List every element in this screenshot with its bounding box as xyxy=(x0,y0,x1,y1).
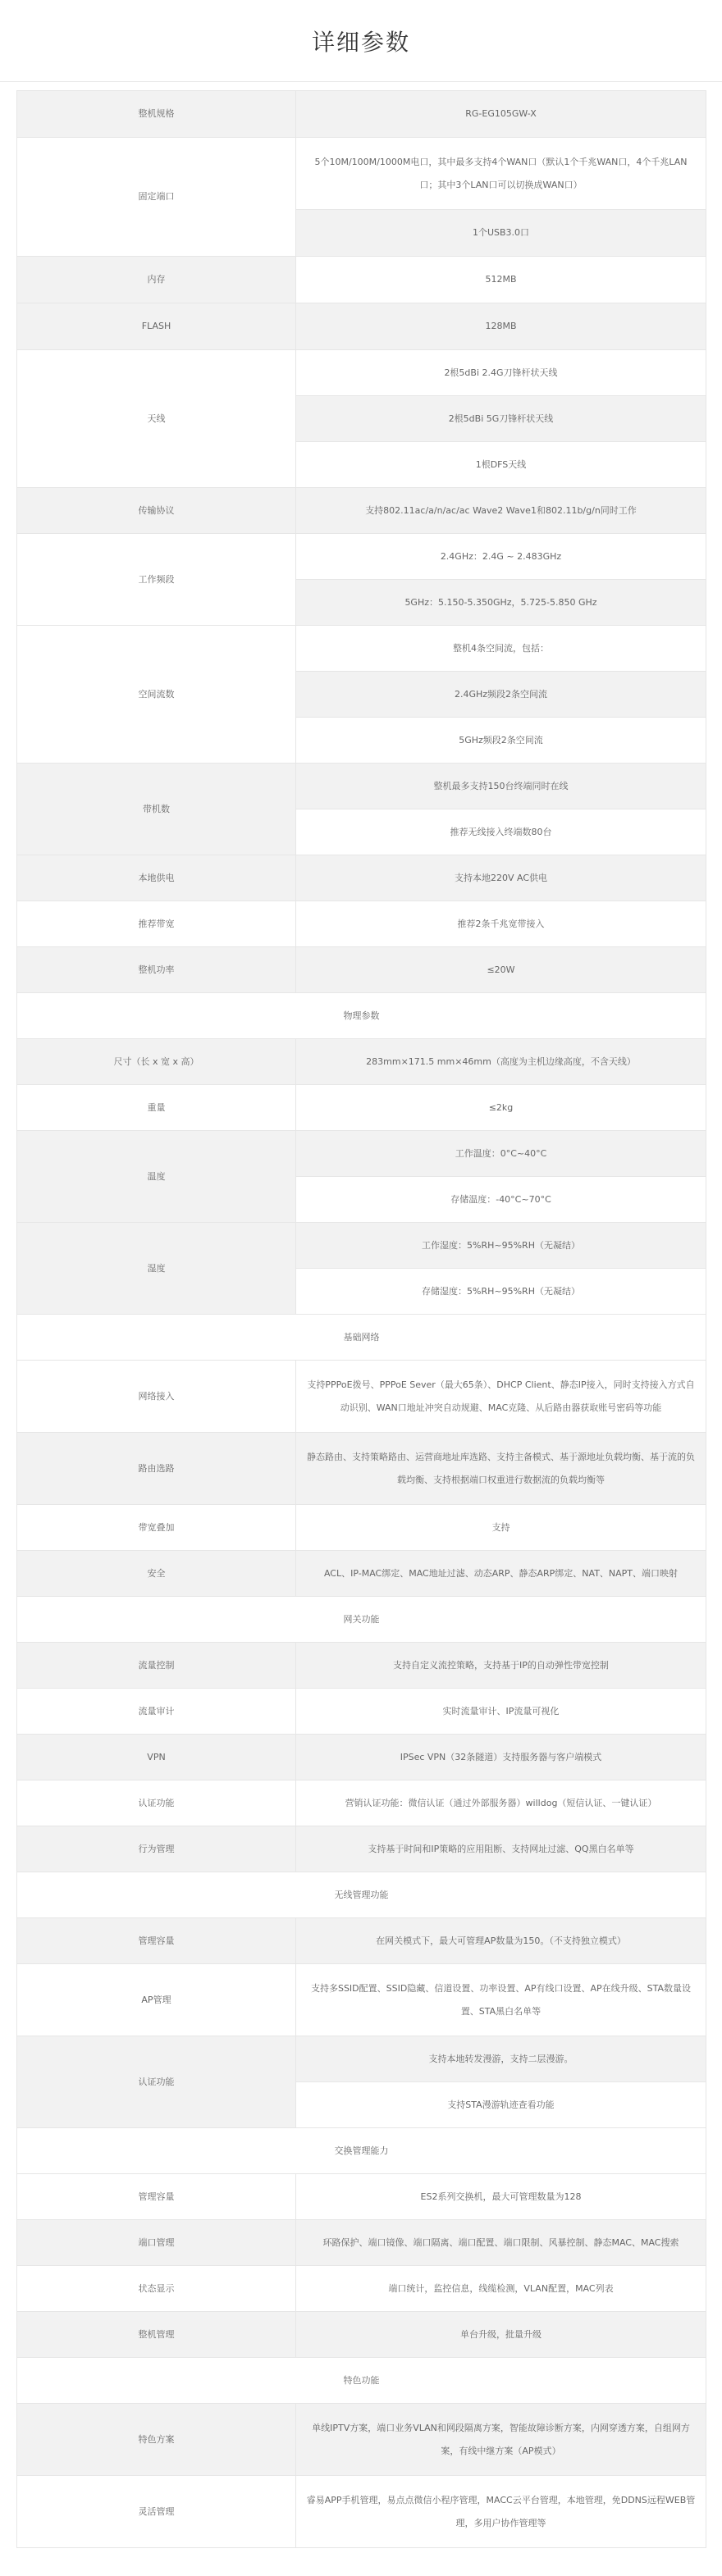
row-value: 283mm×171.5 mm×46mm（高度为主机边缘高度，不含天线） xyxy=(296,1039,706,1085)
section-title: 网关功能 xyxy=(17,1597,706,1643)
row-value: RG-EG105GW-X xyxy=(296,91,706,138)
table-row xyxy=(17,1551,706,1597)
table-row xyxy=(17,2312,706,2358)
row-label: 传输协议 xyxy=(17,488,296,534)
table-row xyxy=(17,1361,706,1433)
table-row xyxy=(17,1131,706,1177)
section-row xyxy=(17,1597,706,1643)
row-label: 天线 xyxy=(17,350,296,488)
table-row xyxy=(17,91,706,138)
row-value: 环路保护、端口镜像、端口隔离、端口配置、端口限制、风暴控制、静态MAC、MAC搜索 xyxy=(296,2220,706,2266)
table-row xyxy=(17,1918,706,1964)
row-label: FLASH xyxy=(17,303,296,350)
row-value: 整机最多支持150台终端同时在线 xyxy=(296,764,706,809)
section-title: 无线管理功能 xyxy=(17,1872,706,1918)
row-value: 存储温度：-40°C~70°C xyxy=(296,1177,706,1223)
row-value: 单线IPTV方案，端口业务VLAN和网段隔离方案，智能故障诊断方案，内网穿透方案，自组网方案，有线中继方案（AP模式） xyxy=(296,2404,706,2476)
row-label: VPN xyxy=(17,1735,296,1780)
row-label: 状态显示 xyxy=(17,2266,296,2312)
row-label: 本地供电 xyxy=(17,855,296,901)
table-row xyxy=(17,2476,706,2548)
row-value: 存储湿度：5%RH~95%RH（无凝结） xyxy=(296,1269,706,1315)
row-value: 2.4GHz：2.4G ~ 2.483GHz xyxy=(296,534,706,580)
table-row xyxy=(17,1964,706,2036)
row-value: ACL、IP-MAC绑定、MAC地址过滤、动态ARP、静态ARP绑定、NAT、NAPT、端口映射 xyxy=(296,1551,706,1597)
row-label: 安全 xyxy=(17,1551,296,1597)
row-label: 尺寸（长 x 宽 x 高） xyxy=(17,1039,296,1085)
row-label: 路由选路 xyxy=(17,1433,296,1505)
table-row xyxy=(17,855,706,901)
table-row xyxy=(17,1689,706,1735)
row-label: 空间流数 xyxy=(17,626,296,764)
row-value: 支持STA漫游轨迹查看功能 xyxy=(296,2082,706,2128)
row-value: 5GHz：5.150-5.350GHz，5.725-5.850 GHz xyxy=(296,580,706,626)
row-label: 流量审计 xyxy=(17,1689,296,1735)
row-label: 内存 xyxy=(17,257,296,303)
row-label: 重量 xyxy=(17,1085,296,1131)
table-row xyxy=(17,257,706,303)
row-value: 2根5dBi 5G刀锋杆状天线 xyxy=(296,396,706,442)
spec-table xyxy=(16,90,706,2548)
row-label: 特色方案 xyxy=(17,2404,296,2476)
title-bar xyxy=(0,0,722,82)
table-row xyxy=(17,2036,706,2082)
row-value: 5个10M/100M/1000M电口，其中最多支持4个WAN口（默认1个千兆WAN口，4个千兆LAN口；其中3个LAN口可以切换成WAN口） xyxy=(296,138,706,210)
row-value: 营销认证功能：微信认证（通过外部服务器）willdog（短信认证、一键认证） xyxy=(296,1780,706,1826)
row-value: 工作湿度：5%RH~95%RH（无凝结） xyxy=(296,1223,706,1269)
section-title: 物理参数 xyxy=(17,993,706,1039)
row-value: 支持 xyxy=(296,1505,706,1551)
row-value: 2根5dBi 2.4G刀锋杆状天线 xyxy=(296,350,706,396)
row-value: 1个USB3.0口 xyxy=(296,210,706,257)
row-label: 网络接入 xyxy=(17,1361,296,1433)
row-value: 512MB xyxy=(296,257,706,303)
section-title: 特色功能 xyxy=(17,2358,706,2404)
row-label: 行为管理 xyxy=(17,1826,296,1872)
row-label: 工作频段 xyxy=(17,534,296,626)
row-value: 支持PPPoE拨号、PPPoE Sever（最大65条）、DHCP Client、静态IP接入，同时支持接入方式自动识别、WAN口地址冲突自动规避、MAC克隆、从后路由器获取账号密码等功能 xyxy=(296,1361,706,1433)
row-label: 认证功能 xyxy=(17,1780,296,1826)
page-title: 详细参数 xyxy=(311,28,410,56)
row-label: 管理容量 xyxy=(17,2174,296,2220)
table-row xyxy=(17,138,706,210)
table-row xyxy=(17,1826,706,1872)
row-value: 2.4GHz频段2条空间流 xyxy=(296,672,706,718)
row-value: 支持多SSID配置、SSID隐藏、信道设置、功率设置、AP有线口设置、AP在线升级、STA数量设置、STA黑白名单等 xyxy=(296,1964,706,2036)
section-row xyxy=(17,1315,706,1361)
row-value: ≤2kg xyxy=(296,1085,706,1131)
section-title: 基础网络 xyxy=(17,1315,706,1361)
row-label: 认证功能 xyxy=(17,2036,296,2128)
table-row xyxy=(17,626,706,672)
row-label: 整机规格 xyxy=(17,91,296,138)
row-value: 5GHz频段2条空间流 xyxy=(296,718,706,764)
row-value: 推荐2条千兆宽带接入 xyxy=(296,901,706,947)
row-label: 带宽叠加 xyxy=(17,1505,296,1551)
section-row xyxy=(17,2358,706,2404)
row-value: 支持本地220V AC供电 xyxy=(296,855,706,901)
row-label: 带机数 xyxy=(17,764,296,855)
table-row xyxy=(17,2404,706,2476)
row-value: 静态路由、支持策略路由、运营商地址库选路、支持主备模式、基于源地址负载均衡、基于流的负载均衡、支持根据端口权重进行数据流的负载均衡等 xyxy=(296,1433,706,1505)
row-value: 整机4条空间流，包括： xyxy=(296,626,706,672)
table-row xyxy=(17,1505,706,1551)
table-row xyxy=(17,303,706,350)
row-value: 在网关模式下，最大可管理AP数量为150。（不支持独立模式） xyxy=(296,1918,706,1964)
row-value: 支持本地转发漫游，支持二层漫游。 xyxy=(296,2036,706,2082)
table-row xyxy=(17,2220,706,2266)
section-row xyxy=(17,2128,706,2174)
row-value: 单台升级，批量升级 xyxy=(296,2312,706,2358)
row-label: 固定端口 xyxy=(17,138,296,257)
table-row xyxy=(17,901,706,947)
row-value: IPSec VPN（32条隧道）支持服务器与客户端模式 xyxy=(296,1735,706,1780)
table-row xyxy=(17,2174,706,2220)
row-value: 端口统计，监控信息，线缆检测，VLAN配置，MAC列表 xyxy=(296,2266,706,2312)
section-title: 交换管理能力 xyxy=(17,2128,706,2174)
row-value: 支持自定义流控策略，支持基于IP的自动弹性带宽控制 xyxy=(296,1643,706,1689)
table-row xyxy=(17,2266,706,2312)
table-row xyxy=(17,350,706,396)
section-row xyxy=(17,993,706,1039)
row-value: ES2系列交换机，最大可管理数量为128 xyxy=(296,2174,706,2220)
row-label: 推荐带宽 xyxy=(17,901,296,947)
row-label: 端口管理 xyxy=(17,2220,296,2266)
row-value: 工作温度：0°C~40°C xyxy=(296,1131,706,1177)
row-label: 湿度 xyxy=(17,1223,296,1315)
table-row xyxy=(17,764,706,809)
row-label: 温度 xyxy=(17,1131,296,1223)
table-row xyxy=(17,534,706,580)
row-label: 整机管理 xyxy=(17,2312,296,2358)
row-value: 128MB xyxy=(296,303,706,350)
row-label: 流量控制 xyxy=(17,1643,296,1689)
table-row xyxy=(17,1735,706,1780)
row-value: 支持基于时间和IP策略的应用阻断、支持网址过滤、QQ黑白名单等 xyxy=(296,1826,706,1872)
table-row xyxy=(17,1039,706,1085)
row-value: 支持802.11ac/a/n/ac/ac Wave2 Wave1和802.11b/g/n同时工作 xyxy=(296,488,706,534)
row-value: 实时流量审计、IP流量可视化 xyxy=(296,1689,706,1735)
table-row xyxy=(17,947,706,993)
table-row xyxy=(17,1223,706,1269)
table-row xyxy=(17,1085,706,1131)
row-value: 推荐无线接入终端数80台 xyxy=(296,809,706,855)
row-label: AP管理 xyxy=(17,1964,296,2036)
row-label: 管理容量 xyxy=(17,1918,296,1964)
row-value: ≤20W xyxy=(296,947,706,993)
row-label: 整机功率 xyxy=(17,947,296,993)
table-row xyxy=(17,1643,706,1689)
table-row xyxy=(17,1780,706,1826)
row-value: 1根DFS天线 xyxy=(296,442,706,488)
row-label: 灵活管理 xyxy=(17,2476,296,2548)
section-row xyxy=(17,1872,706,1918)
table-row xyxy=(17,488,706,534)
row-value: 睿易APP手机管理，易点点微信小程序管理，MACC云平台管理，本地管理，免DDNS远程WEB管理，多用户协作管理等 xyxy=(296,2476,706,2548)
table-row xyxy=(17,1433,706,1505)
